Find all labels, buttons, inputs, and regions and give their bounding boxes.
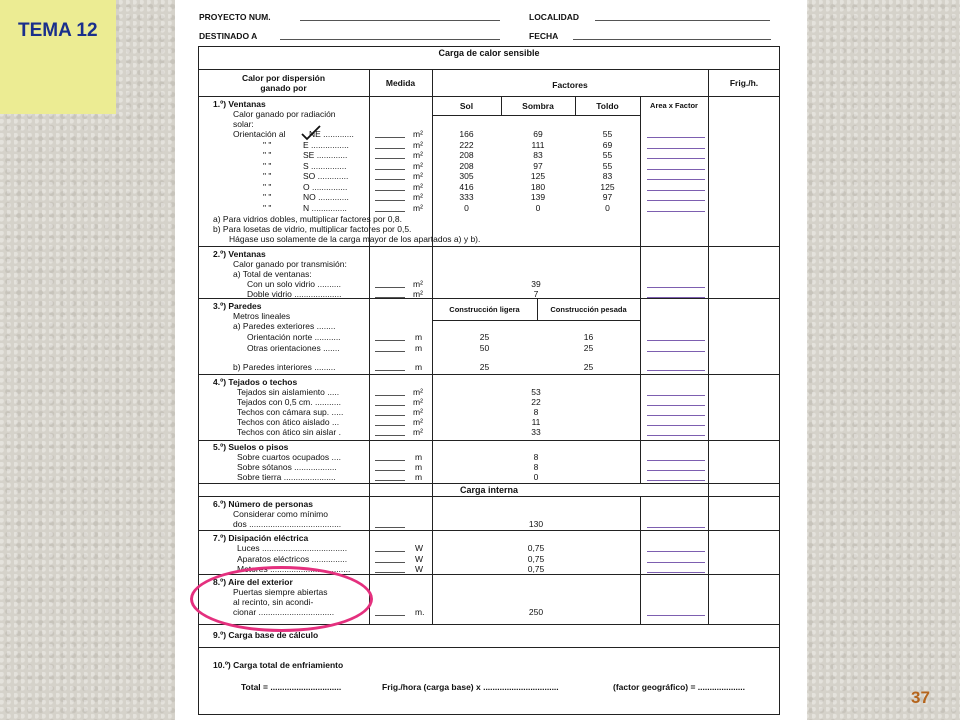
s9-title: 9.º) Carga base de cálculo <box>213 630 319 640</box>
s7-value: 0,75 <box>527 564 545 574</box>
s6-line: Considerar como mínimo <box>233 509 328 519</box>
s1-toldo-value: 97 <box>602 192 613 202</box>
s2-medida-line <box>375 297 405 298</box>
s6-line: dos ....................................... <box>233 519 342 529</box>
s8-line: Puertas siempre abiertas <box>233 587 328 597</box>
s1-sol-value: 208 <box>459 150 474 160</box>
s2-unit: m² <box>413 279 423 289</box>
s1-sol-value: 416 <box>459 181 474 192</box>
rule <box>432 320 640 321</box>
s1-sol-value: 222 <box>459 139 474 150</box>
s1-sol-value: 305 <box>459 171 474 181</box>
rule <box>369 69 370 624</box>
s2-value: 39 <box>531 279 541 289</box>
s3-area-line <box>647 340 705 341</box>
section-title: Carga de calor sensible <box>438 48 540 58</box>
s3-ligera-value: 50 <box>479 343 490 353</box>
s3-head-ligera: Construcción ligera <box>449 305 520 314</box>
s4-unit: m² <box>413 407 423 417</box>
s7-label: Aparatos eléctricos ............... <box>237 553 348 564</box>
ditto-mark: " " <box>263 192 272 202</box>
checkmark-icon <box>300 124 322 142</box>
rule <box>640 96 641 246</box>
s2-medida-line <box>375 287 405 288</box>
s3-pesada-value: 25 <box>583 362 594 372</box>
s4-label: Techos con ático sin aislar . <box>237 427 341 437</box>
s4-value: 33 <box>531 427 541 437</box>
fecha-underline <box>573 39 771 40</box>
s5-unit: m <box>415 472 423 482</box>
col-head-frig: Frig./h. <box>729 78 759 88</box>
s2-unit: m² <box>413 289 423 299</box>
s8-medida-line <box>375 615 405 616</box>
s1-direction: SE ............. <box>303 150 348 160</box>
s3-pesada-value: 25 <box>583 343 594 353</box>
s3-unit: m <box>415 343 423 353</box>
s4-value: 8 <box>533 407 539 417</box>
s1-sombra-value: 139 <box>530 192 546 202</box>
s3-head-pesada: Construcción pesada <box>550 305 627 314</box>
s7-unit: W <box>415 553 424 564</box>
rule <box>198 374 780 375</box>
s4-medida-line <box>375 405 405 406</box>
s5-value: 8 <box>533 462 539 472</box>
s1-direction: O ............... <box>303 181 348 192</box>
page-number: 37 <box>911 688 930 707</box>
s1-direction: NO ............. <box>303 192 349 202</box>
s4-medida-line <box>375 435 405 436</box>
rule <box>198 647 780 648</box>
rule <box>640 298 641 374</box>
s1-medida-line <box>375 169 405 170</box>
s2-line: a) Total de ventanas: <box>233 269 312 279</box>
s3-title: 3.º) Paredes <box>213 301 262 311</box>
s1-unit: m² <box>413 192 423 202</box>
topic-label: TEMA 12 <box>18 20 98 41</box>
rule <box>432 115 640 116</box>
s1-medida-line <box>375 211 405 212</box>
s3-label: Orientación norte ........... <box>247 332 341 342</box>
s1-sombra-value: 180 <box>530 181 546 192</box>
s1-toldo-value: 0 <box>605 202 610 213</box>
s7-unit: W <box>415 564 424 574</box>
s5-unit: m <box>415 452 423 462</box>
s4-medida-line <box>375 425 405 426</box>
s8-line: cionar ................................ <box>233 607 335 617</box>
s5-area-line <box>647 460 705 461</box>
s10-title: 10.º) Carga total de enfriamiento <box>213 660 344 670</box>
s1-area-line <box>647 169 705 170</box>
col-head-calor: Calor por dispersión <box>241 73 326 83</box>
s1-sombra-value: 83 <box>533 150 543 160</box>
ditto-mark: " " <box>263 202 272 213</box>
s1-unit: m² <box>413 129 423 139</box>
s5-label: Sobre sótanos .................. <box>237 462 337 472</box>
col-head-medida: Medida <box>385 78 416 88</box>
rule <box>198 530 780 531</box>
s7-area-line <box>647 551 705 552</box>
s1-medida-line <box>375 190 405 191</box>
s4-area-line <box>647 395 705 396</box>
s1-area-line <box>647 137 705 138</box>
col-head-sol: Sol <box>459 101 474 111</box>
col-head-toldo: Toldo <box>596 101 619 111</box>
s1-orient-label: Orientación al <box>233 129 286 139</box>
s1-unit: m² <box>413 181 423 192</box>
s5-area-line <box>647 480 705 481</box>
s4-label: Tejados con 0,5 cm. ........... <box>237 397 341 407</box>
s7-medida-line <box>375 572 405 573</box>
s5-label: Sobre cuartos ocupados .... <box>237 452 341 462</box>
s8-unit: m. <box>415 607 425 617</box>
s7-value: 0,75 <box>527 553 545 564</box>
s1-area-line <box>647 200 705 201</box>
s8-line: al recinto, sin acondi- <box>233 597 314 607</box>
s2-label: Con un solo vidrio .......... <box>247 279 342 289</box>
s1-sombra-value: 97 <box>533 160 543 171</box>
s4-label: Tejados sin aislamiento ..... <box>237 387 340 397</box>
s8-title: 8.º) Aire del exterior <box>213 577 293 587</box>
s5-value: 0 <box>533 472 539 482</box>
s3-line: a) Paredes exteriores ........ <box>233 321 336 331</box>
s5-label: Sobre tierra ...................... <box>237 472 336 482</box>
s3-line: Metros lineales <box>233 311 291 321</box>
s2-title: 2.º) Ventanas <box>213 249 266 259</box>
s5-area-line <box>647 470 705 471</box>
ditto-mark: " " <box>263 139 272 150</box>
s7-area-line <box>647 572 705 573</box>
s3-medida-line <box>375 340 405 341</box>
s3-label: b) Paredes interiores ......... <box>233 362 336 372</box>
s3-ligera-value: 25 <box>479 332 490 342</box>
rule <box>640 440 641 483</box>
ditto-mark: " " <box>263 171 272 181</box>
highlight-circle <box>190 566 373 632</box>
s1-sol-value: 333 <box>459 192 474 202</box>
s1-medida-line <box>375 158 405 159</box>
s2-value: 7 <box>533 289 539 299</box>
s1-toldo-value: 69 <box>602 139 613 150</box>
s3-pesada-value: 16 <box>583 332 594 342</box>
rule <box>640 374 641 440</box>
s4-area-line <box>647 425 705 426</box>
s7-value: 0,75 <box>527 543 545 553</box>
s4-unit: m² <box>413 417 423 427</box>
rule <box>640 246 641 298</box>
carga-interna: Carga interna <box>459 485 519 495</box>
s1-sol-value: 166 <box>459 129 474 139</box>
s4-unit: m² <box>413 427 423 437</box>
s1-sol-value: 208 <box>459 160 474 171</box>
s3-medida-line <box>375 351 405 352</box>
fecha-label: FECHA <box>529 31 559 41</box>
col-head-sombra: Sombra <box>522 101 554 111</box>
s1-area-line <box>647 158 705 159</box>
col-head-ganado: ganado por <box>260 83 307 93</box>
s1-toldo-value: 83 <box>602 171 613 181</box>
s1-toldo-value: 125 <box>600 181 615 192</box>
s10-factor: (factor geográfico) = .................... <box>613 682 746 692</box>
s6-value: 130 <box>528 519 544 529</box>
s10-total: Total = .............................. <box>241 682 342 692</box>
s4-unit: m² <box>413 387 423 397</box>
s1-direction: SO ............. <box>303 171 349 181</box>
s6-medida-line <box>375 527 405 528</box>
proyecto-underline <box>300 20 500 21</box>
s1-area-line <box>647 148 705 149</box>
ditto-mark: " " <box>263 160 272 171</box>
s1-title: 1.º) Ventanas <box>213 99 266 109</box>
destinado-underline <box>280 39 500 40</box>
rule <box>708 69 709 624</box>
col-head-factores: Factores <box>552 80 588 90</box>
s5-unit: m <box>415 462 423 472</box>
s4-unit: m² <box>413 397 423 407</box>
ditto-mark: " " <box>263 181 272 192</box>
rule <box>198 496 780 497</box>
s7-medida-line <box>375 562 405 563</box>
s7-unit: W <box>415 543 424 553</box>
s1-unit: m² <box>413 171 423 181</box>
s3-medida-line <box>375 370 405 371</box>
s4-label: Techos con ático aislado ... <box>237 417 340 427</box>
s5-medida-line <box>375 480 405 481</box>
s1-line: solar: <box>233 119 254 129</box>
s1-sombra-value: 69 <box>533 129 543 139</box>
s8-area-line <box>647 615 705 616</box>
s1-direction: S ............... <box>303 160 347 171</box>
s5-title: 5.º) Suelos o pisos <box>213 442 289 452</box>
s5-medida-line <box>375 460 405 461</box>
s1-toldo-value: 55 <box>602 129 613 139</box>
ditto-mark: " " <box>263 150 272 160</box>
localidad-underline <box>595 20 770 21</box>
s3-area-line <box>647 370 705 371</box>
s1-area-line <box>647 190 705 191</box>
s5-medida-line <box>375 470 405 471</box>
rule <box>640 496 641 624</box>
s1-area-line <box>647 179 705 180</box>
s6-area-line <box>647 527 705 528</box>
s4-area-line <box>647 405 705 406</box>
s7-label: Luces .................................... <box>237 543 348 553</box>
s4-value: 11 <box>531 417 541 427</box>
s4-title: 4.º) Tejados o techos <box>213 377 298 387</box>
s3-unit: m <box>415 362 423 372</box>
s2-area-line <box>647 287 705 288</box>
s3-label: Otras orientaciones ....... <box>247 343 340 353</box>
s2-line: Calor ganado por transmisión: <box>233 259 347 269</box>
s1-medida-line <box>375 148 405 149</box>
destinado-label: DESTINADO A <box>199 31 258 41</box>
s4-value: 53 <box>531 387 541 397</box>
s4-area-line <box>647 435 705 436</box>
s1-medida-line <box>375 179 405 180</box>
s1-toldo-value: 55 <box>602 150 613 160</box>
rule <box>198 96 780 97</box>
topic-tag <box>0 0 116 114</box>
s1-sombra-value: 0 <box>535 202 541 213</box>
proyecto-label: PROYECTO NUM. <box>199 12 271 22</box>
s1-area-line <box>647 211 705 212</box>
s7-label: Motores .................................. <box>237 564 351 574</box>
s7-title: 7.º) Disipación eléctrica <box>213 533 309 543</box>
s1-direction: E ................ <box>303 139 349 150</box>
s7-area-line <box>647 562 705 563</box>
col-head-area: Area x Factor <box>650 101 698 110</box>
s3-area-line <box>647 351 705 352</box>
s8-value: 250 <box>528 607 544 617</box>
s3-ligera-value: 25 <box>479 362 490 372</box>
s1-unit: m² <box>413 139 423 150</box>
rule <box>198 246 780 247</box>
s1-sombra-value: 125 <box>530 171 546 181</box>
s4-label: Techos con cámara sup. ..... <box>237 407 344 417</box>
s5-value: 8 <box>533 452 539 462</box>
s1-note: a) Para vidrios dobles, multiplicar factores por 0,8. <box>213 214 402 224</box>
s1-medida-line <box>375 137 405 138</box>
s1-unit: m² <box>413 150 423 160</box>
localidad-label: LOCALIDAD <box>529 12 580 22</box>
s1-unit: m² <box>413 160 423 171</box>
s4-area-line <box>647 415 705 416</box>
s10-frig: Frig./hora (carga base) x ................................ <box>382 682 559 692</box>
s3-unit: m <box>415 332 423 342</box>
s1-direction: N ............... <box>303 202 347 213</box>
s4-medida-line <box>375 395 405 396</box>
s1-line: Calor ganado por radiación <box>233 109 336 119</box>
s2-area-line <box>647 297 705 298</box>
s1-medida-line <box>375 200 405 201</box>
s1-note: Hágase uso solamente de la carga mayor de los apartados a) y b). <box>229 234 481 244</box>
s2-label: Doble vidrio .................... <box>247 289 342 299</box>
s4-medida-line <box>375 415 405 416</box>
rule <box>198 483 780 484</box>
s1-note: b) Para losetas de vidrio, multiplicar factores por 0,5. <box>213 224 412 234</box>
s1-sol-value: 0 <box>464 202 469 213</box>
s1-toldo-value: 55 <box>602 160 613 171</box>
rule <box>198 69 780 70</box>
s1-sombra-value: 111 <box>531 139 545 150</box>
rule <box>198 440 780 441</box>
s7-medida-line <box>375 551 405 552</box>
s1-unit: m² <box>413 202 423 213</box>
s4-value: 22 <box>531 397 541 407</box>
s6-title: 6.º) Número de personas <box>213 499 313 509</box>
s1-direction: NE ............. <box>309 129 354 139</box>
